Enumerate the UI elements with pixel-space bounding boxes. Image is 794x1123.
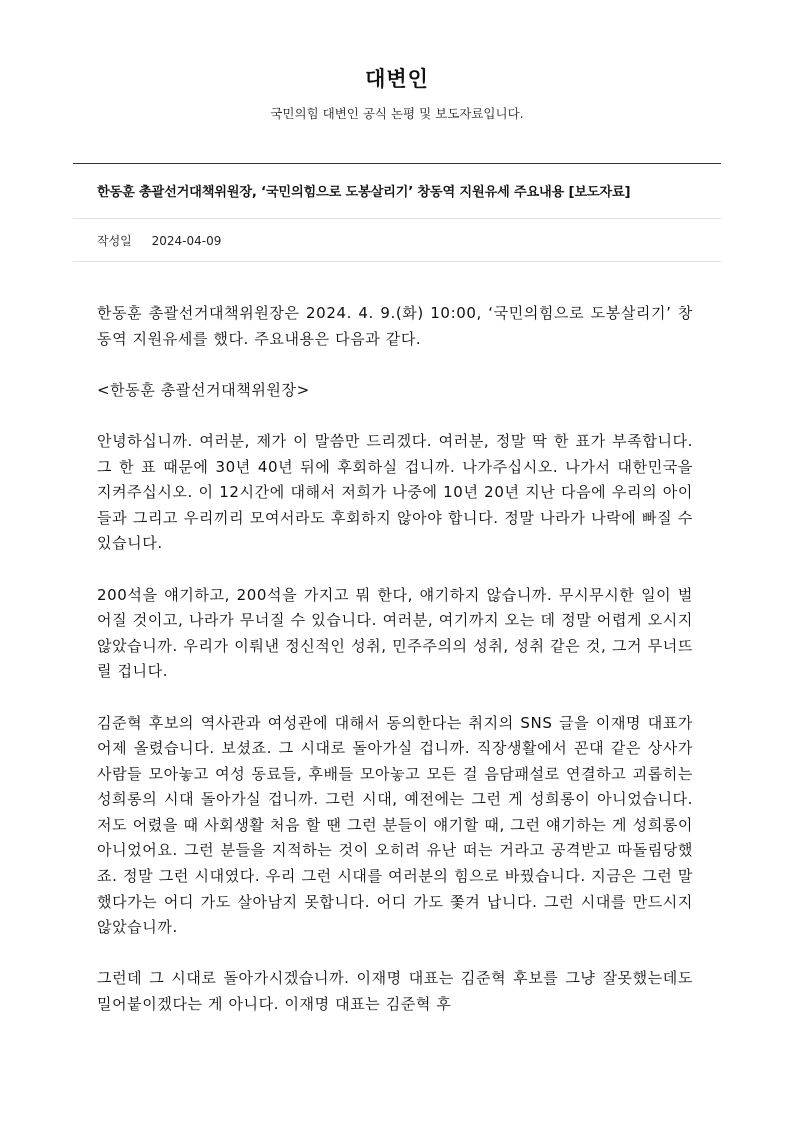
header-divider (73, 163, 721, 164)
speaker-label: <한동훈 총괄선거대책위원장> (97, 380, 310, 399)
body-paragraph: 그런데 그 시대로 돌아가시겠습니까. 이재명 대표는 김준혁 후보를 그냥 잘못했는데도 밀어붙이겠다는 게 아니다. 이재명 대표는 김준혁 후 (97, 969, 693, 1014)
date-label: 작성일 (97, 234, 132, 248)
body-paragraph: 200석을 얘기하고, 200석을 가지고 뭐 한다, 얘기하지 않습니까. 무시무시한 일이 벌어질 것이고, 나라가 무너질 수 있습니다. 여러분, 여기까지 오는 데 정말 어렵게 오시지 않았습니까. 우리가 이뤄낸 정신적인 성취, 민주주의의 성취, 성취 같은 것, 그거 무너뜨릴 겁니다. (97, 585, 693, 681)
body-paragraph: 한동훈 총괄선거대책위원장은 2024. 4. 9.(화) 10:00, ‘국민의힘으로 도봉살리기’ 창동역 지원유세를 했다. 주요내용은 다음과 같다. (97, 304, 693, 348)
site-subtitle: 국민의힘 대변인 공식 논평 및 보도자료입니다. (270, 106, 524, 121)
article-meta (97, 232, 221, 249)
article-date: 2024-04-09 (151, 234, 222, 248)
site-title: 대변인 (365, 67, 429, 91)
body-paragraph: 안녕하십니까. 여러분, 제가 이 말씀만 드리겠다. 여러분, 정말 딱 한 표가 부족합니다. 그 한 표 때문에 30년 40년 뒤에 후회하실 겁니까. 나가주십시오. 나가서 대한민국을 지켜주십시오. 이 12시간에 대해서 저희가 나중에 10년 20년 지난 다음에 우리의 아이들과 그리고 우리끼리 모여서라도 후회하지 않아야 합니다. 정말 나라가 나락에 빠질 수 있습니다. (97, 431, 693, 553)
article-title: 한동훈 총괄선거대책위원장, ‘국민의힘으로 도봉살리기’ 창동역 지원유세 주요내용 [보도자료] (97, 185, 631, 200)
meta-divider (73, 261, 721, 262)
body-paragraph: 김준혁 후보의 역사관과 여성관에 대해서 동의한다는 취지의 SNS 글을 이재명 대표가 어제 올렸습니다. 보셨죠. 그 시대로 돌아가실 겁니까. 직장생활에서 꼰대 같은 상사가 사람들 모아놓고 여성 동료들, 후배들 모아놓고 모든 걸 음담패설로 연결하고 괴롭히는 성희롱의 시대 돌아가실 겁니까. 그런 시대, 예전에는 그런 게 성희롱이 아니었습니다. 저도 어렸을 때 사회생활 처음 할 땐 그런 분들이 얘기할 때, 그런 얘기하는 게 성희롱이 아니었어요. 그런 분들을 지적하는 것이 오히려 유난 떠는 거라고 공격받고 따돌림당했죠. 정말 그런 시대였다. 우리 그런 시대를 여러분의 힘으로 바꿨습니다. 지금은 그런 말 했다가는 어디 가도 살아남지 못합니다. 어디 가도 쫓겨 납니다. 그런 시대를 만드시지 않았습니까. (97, 713, 693, 937)
article-body (97, 301, 693, 1043)
title-divider (73, 218, 721, 219)
